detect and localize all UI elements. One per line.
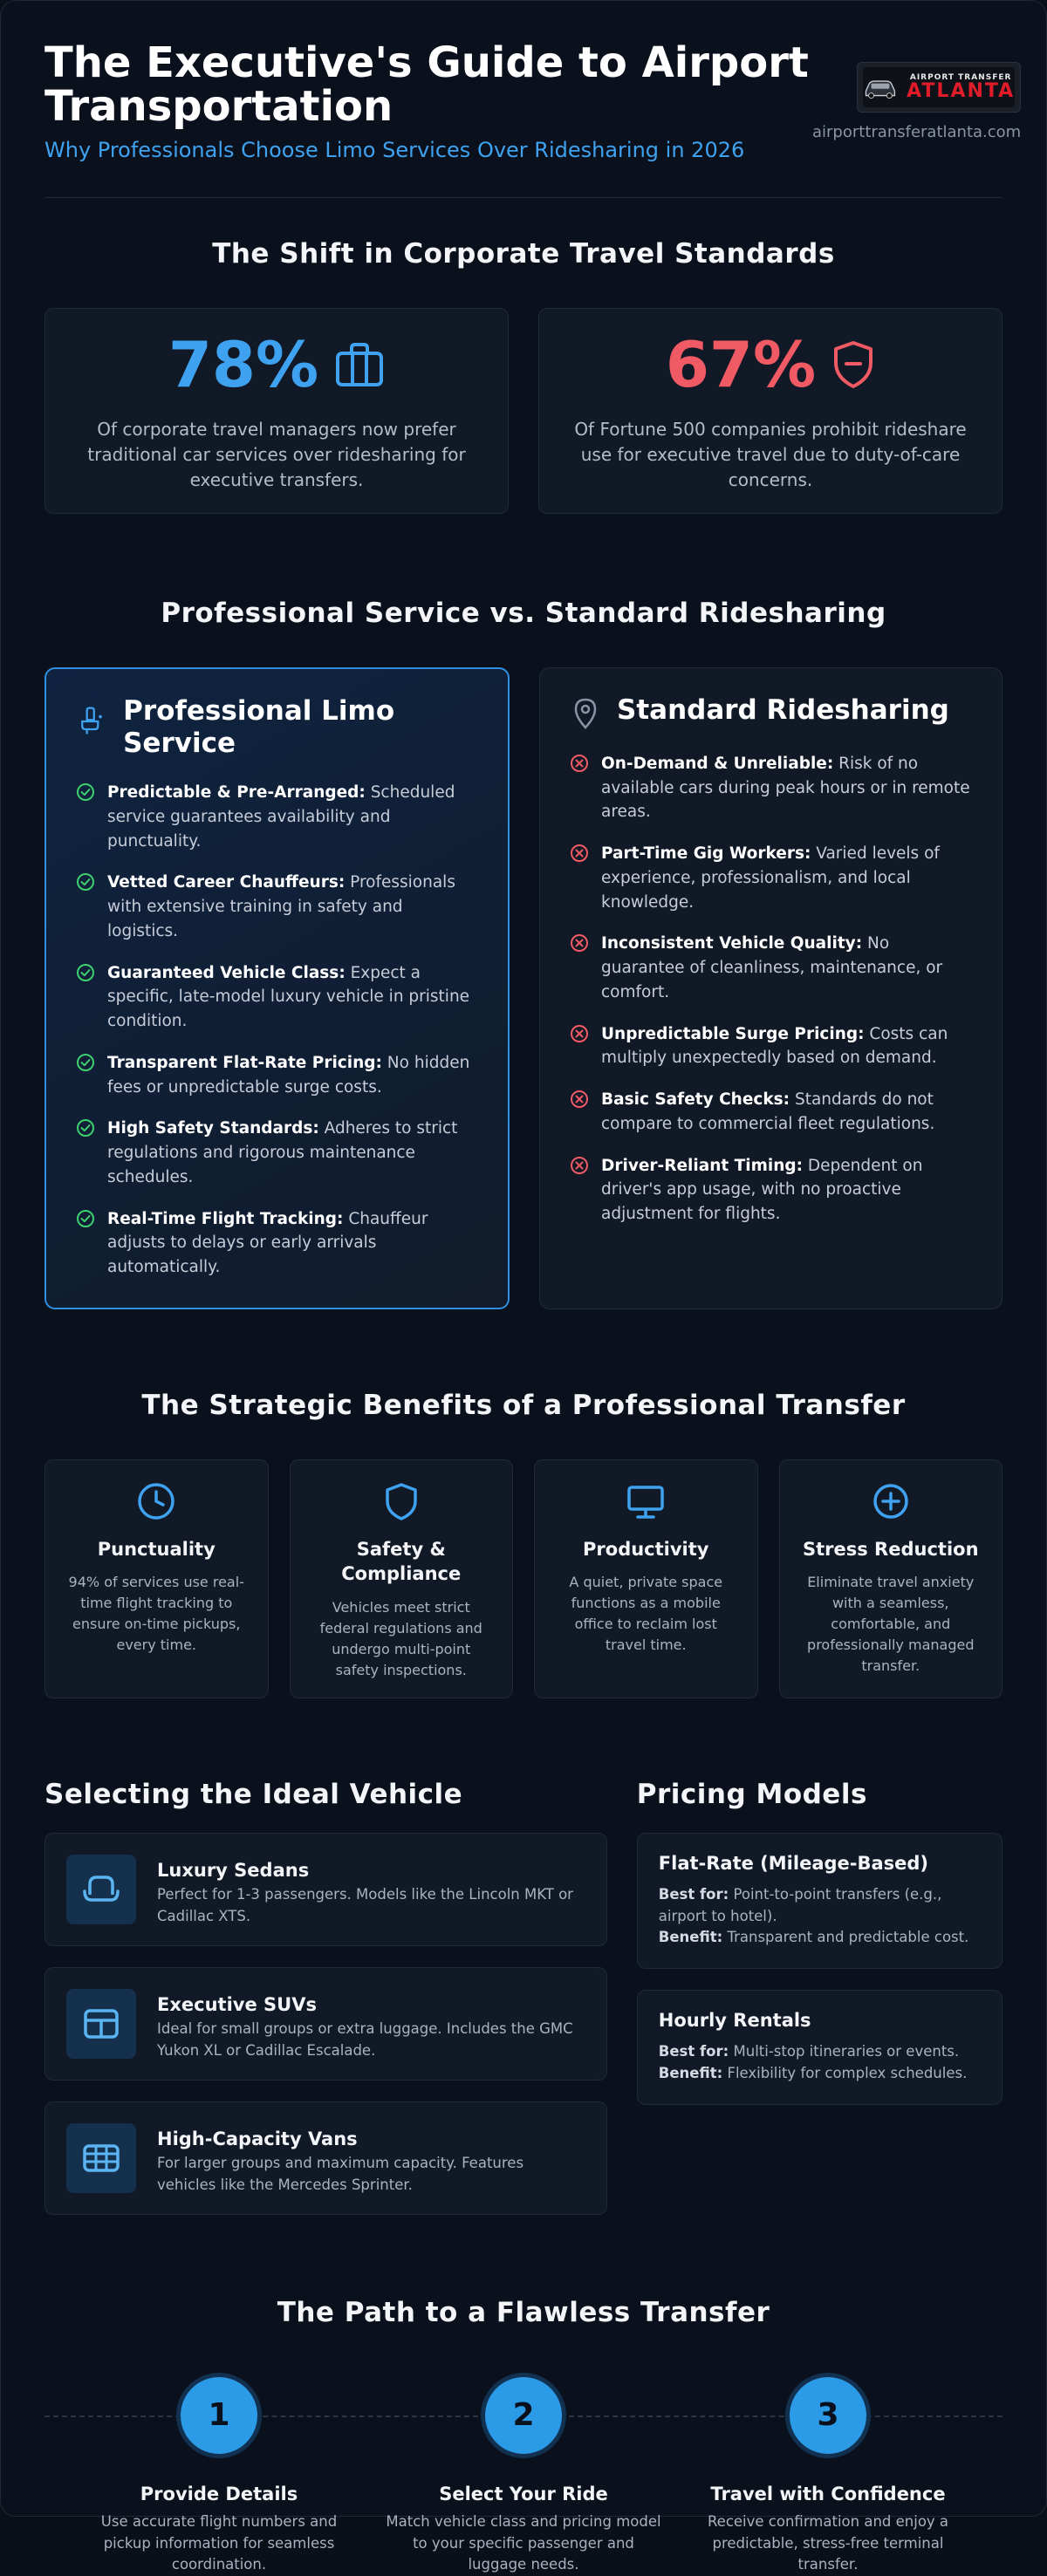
stat-top	[80, 327, 473, 401]
item-desc: Standards do not compare to commercial fleet regulations.	[601, 1090, 935, 1133]
header	[44, 38, 1022, 162]
item-bold: High Safety Standards:	[107, 1119, 319, 1138]
list-item	[76, 1207, 478, 1280]
step-number: 2	[485, 2377, 562, 2454]
sedan-icon	[66, 1855, 136, 1924]
benefit-card-punctuality	[44, 1459, 269, 1698]
vehicles-pricing-row	[44, 1779, 1003, 2236]
pricing-column	[637, 1779, 1003, 2236]
logo-small-text: AIRPORT TRANSFER	[909, 73, 1012, 82]
steps-row	[44, 2346, 1003, 2576]
pricing-card-hourly	[637, 1990, 1003, 2105]
benefits-section-title: The Strategic Benefits of a Professional Transfer	[141, 1389, 906, 1421]
item-desc: Dependent on driver's app usage, with no proactive adjustment for flights.	[601, 1156, 923, 1224]
card-head	[570, 694, 972, 731]
step-text: Receive confirmation and enjoy a predictable, stress-free terminal transfer.	[707, 2512, 949, 2573]
benefit-text: Transparent and predictable cost.	[722, 1929, 969, 1946]
item-bold: Unpredictable Surge Pricing:	[601, 1024, 865, 1043]
x-circle-icon	[570, 932, 589, 1004]
vehicle-info	[157, 1855, 585, 1924]
pricing-name: Flat-Rate (Mileage-Based)	[658, 1852, 929, 1874]
step-title: Provide Details	[140, 2483, 298, 2504]
stat-card-managers	[44, 308, 509, 514]
benefit-text: 94% of services use real-time flight tracking to ensure on-time pickups, every time.	[68, 1574, 244, 1654]
list-item	[570, 842, 972, 914]
logo	[857, 62, 1021, 113]
pro-items	[76, 781, 478, 1280]
stat-top	[574, 327, 967, 401]
item-text	[601, 1022, 972, 1071]
vehicle-card-van	[44, 2101, 607, 2215]
header-divider	[44, 197, 1003, 198]
check-circle-icon	[76, 871, 95, 943]
vehicle-info	[157, 1989, 585, 2059]
item-desc: Scheduled service guarantees availability and punctuality.	[107, 783, 455, 851]
item-desc: Chauffeur adjusts to delays or early arrivals automatically.	[107, 1209, 428, 1277]
pricing-benefit	[659, 1927, 981, 1949]
item-bold: Inconsistent Vehicle Quality:	[601, 934, 863, 953]
shift-section-title: The Shift in Corporate Travel Standards	[212, 237, 835, 270]
step-title: Travel with Confidence	[710, 2483, 946, 2504]
item-text	[601, 1154, 972, 1227]
step-text: Use accurate flight numbers and pickup information for seamless coordination.	[100, 2512, 338, 2573]
car-logo-icon	[863, 74, 898, 100]
suv-icon	[66, 1989, 136, 2059]
x-circle-icon	[570, 842, 589, 914]
item-bold: Transparent Flat-Rate Pricing:	[107, 1053, 382, 1072]
item-text	[107, 1207, 478, 1280]
best-for-label: Best for:	[658, 1885, 729, 1903]
stat-card-fortune	[538, 308, 1003, 514]
benefit-title: Safety & Compliance	[341, 1538, 462, 1585]
path-section-title: The Path to a Flawless Transfer	[277, 2296, 770, 2328]
compare-section-title: Professional Service vs. Standard Ridesharing	[161, 597, 886, 629]
vehicle-info	[157, 2123, 585, 2193]
item-text	[601, 752, 972, 824]
x-circle-icon	[570, 1154, 589, 1227]
x-circle-icon	[570, 1088, 589, 1137]
item-desc: Adheres to strict regulations and rigorous maintenance schedules.	[107, 1119, 458, 1186]
benefit-text: Vehicles meet strict federal regulations and undergo multi-point safety inspections.	[319, 1598, 482, 1678]
rideshare-card-title: Standard Ridesharing	[617, 694, 949, 726]
benefit-label: Benefit:	[658, 2064, 723, 2081]
rideshare-items	[570, 752, 972, 1227]
comparison-row	[44, 667, 1003, 1309]
pricing-best-for	[659, 1884, 981, 1928]
monitor-icon	[626, 1481, 666, 1521]
list-item	[570, 1022, 972, 1071]
check-circle-icon	[76, 961, 95, 1034]
item-bold: Vetted Career Chauffeurs:	[107, 873, 346, 892]
item-text	[107, 871, 478, 943]
item-bold: Part-Time Gig Workers:	[601, 844, 811, 864]
item-bold: Guaranteed Vehicle Class:	[107, 963, 346, 982]
vehicles-column	[44, 1779, 607, 2236]
x-circle-icon	[570, 752, 589, 824]
pricing-title: Pricing Models	[636, 1778, 867, 1810]
plus-circle-icon	[871, 1481, 911, 1521]
shield-icon	[381, 1481, 421, 1521]
vehicle-name: High-Capacity Vans	[157, 2128, 358, 2149]
stat-text: Of corporate travel managers now prefer traditional car services over ridesharing for executive transfers.	[87, 418, 466, 490]
item-text	[107, 1051, 478, 1100]
logo-inner	[863, 67, 1015, 107]
shield-icon	[831, 339, 875, 390]
list-item	[76, 961, 478, 1034]
list-item	[76, 1051, 478, 1100]
step-number: 3	[790, 2377, 866, 2454]
item-text	[107, 1117, 478, 1189]
item-desc: No hidden fees or unpredictable surge costs.	[107, 1053, 470, 1097]
benefit-label: Benefit:	[658, 1929, 723, 1946]
item-desc: No guarantee of cleanliness, maintenance, or comfort.	[601, 934, 943, 1001]
map-pin-icon	[570, 696, 601, 731]
item-desc: Varied levels of experience, professionalism, and local knowledge.	[601, 844, 940, 912]
step-3	[688, 2346, 968, 2576]
item-bold: Real-Time Flight Tracking:	[107, 1209, 344, 1228]
brand	[812, 41, 1021, 141]
logo-text	[907, 73, 1015, 101]
card-head	[76, 695, 478, 760]
vehicle-card-suv	[44, 1967, 607, 2081]
item-bold: Driver-Reliant Timing:	[601, 1156, 804, 1175]
list-item	[76, 1117, 478, 1189]
site-domain: airporttransferatlanta.com	[812, 123, 1022, 141]
check-circle-icon	[76, 1117, 95, 1189]
clock-icon	[136, 1481, 176, 1521]
check-circle-icon	[76, 1207, 95, 1280]
page-title: The Executive's Guide to Airport Transportation	[44, 38, 809, 132]
page-subtitle: Why Professionals Choose Limo Services Over Ridesharing in 2026	[44, 137, 745, 162]
stat-text: Of Fortune 500 companies prohibit rideshare use for executive travel due to duty-of-care concerns.	[574, 418, 967, 490]
pricing-benefit	[659, 2063, 981, 2085]
benefit-card-stress	[779, 1459, 1003, 1698]
benefit-title: Productivity	[583, 1538, 709, 1560]
pricing-card-flat-rate	[637, 1833, 1003, 1969]
item-text	[601, 1088, 972, 1137]
pricing-name: Hourly Rentals	[658, 2010, 811, 2032]
stat-value: 67%	[665, 327, 817, 401]
benefit-text: A quiet, private space functions as a mobile office to reclaim lost travel time.	[569, 1574, 723, 1654]
item-text	[601, 842, 972, 914]
briefcase-icon	[334, 341, 385, 388]
item-text	[107, 781, 478, 853]
vehicles-title: Selecting the Ideal Vehicle	[44, 1778, 463, 1810]
step-2	[384, 2346, 663, 2576]
item-bold: On-Demand & Unreliable:	[601, 754, 834, 773]
check-circle-icon	[76, 781, 95, 853]
item-desc: Costs can multiply unexpectedly based on demand.	[601, 1024, 948, 1068]
benefits-row	[44, 1459, 1003, 1698]
benefit-text: Flexibility for complex schedules.	[722, 2064, 968, 2081]
rideshare-card	[539, 667, 1003, 1309]
list-item	[76, 781, 478, 853]
best-for-label: Best for:	[658, 2043, 729, 2060]
stat-value: 78%	[168, 327, 319, 401]
step-text: Match vehicle class and pricing model to your specific passenger and luggage needs.	[386, 2512, 661, 2573]
pro-card-title: Professional Limo Service	[123, 694, 395, 759]
vehicle-desc: Perfect for 1-3 passengers. Models like the Lincoln MKT or Cadillac XTS.	[157, 1885, 573, 1924]
benefit-title: Punctuality	[97, 1538, 216, 1560]
benefit-title: Stress Reduction	[802, 1538, 979, 1560]
stats-row	[44, 308, 1003, 514]
item-bold: Predictable & Pre-Arranged:	[107, 783, 366, 803]
vehicle-name: Executive SUVs	[157, 1993, 317, 2015]
item-desc: Professionals with extensive training in safety and logistics.	[107, 873, 455, 940]
vehicle-card-sedan	[44, 1833, 607, 1946]
step-title: Select Your Ride	[439, 2483, 608, 2504]
item-desc: Expect a specific, late-model luxury vehicle in pristine condition.	[107, 963, 470, 1031]
step-number: 1	[181, 2377, 257, 2454]
step-1	[79, 2346, 359, 2576]
vehicle-desc: For larger groups and maximum capacity. Features vehicles like the Mercedes Sprinter.	[157, 2154, 524, 2193]
item-bold: Basic Safety Checks:	[601, 1090, 790, 1110]
best-for-text: Multi-stop itineraries or events.	[729, 2043, 960, 2060]
item-desc: Risk of no available cars during peak hours or in remote areas.	[601, 754, 970, 822]
benefit-text: Eliminate travel anxiety with a seamless, comfortable, and professionally managed transfer.	[807, 1574, 975, 1675]
van-icon	[66, 2123, 136, 2193]
list-item	[570, 1154, 972, 1227]
x-circle-icon	[570, 1022, 589, 1071]
benefit-card-safety	[290, 1459, 514, 1698]
list-item	[76, 871, 478, 943]
best-for-text: Point-to-point transfers (e.g., airport to hotel).	[658, 1885, 942, 1924]
list-item	[570, 1088, 972, 1137]
vehicle-name: Luxury Sedans	[157, 1859, 310, 1881]
header-text	[44, 38, 812, 162]
benefit-card-productivity	[534, 1459, 758, 1698]
vehicle-desc: Ideal for small groups or extra luggage. Includes the GMC Yukon XL or Cadillac Escalade.	[157, 2019, 573, 2059]
list-item	[570, 752, 972, 824]
item-text	[107, 961, 478, 1034]
item-text	[601, 932, 972, 1004]
check-circle-icon	[76, 1051, 95, 1100]
list-item	[570, 932, 972, 1004]
logo-big-text: ATLANTA	[907, 80, 1016, 102]
pro-service-card	[44, 667, 510, 1309]
pricing-best-for	[659, 2041, 981, 2063]
car-seat-icon	[76, 704, 107, 739]
